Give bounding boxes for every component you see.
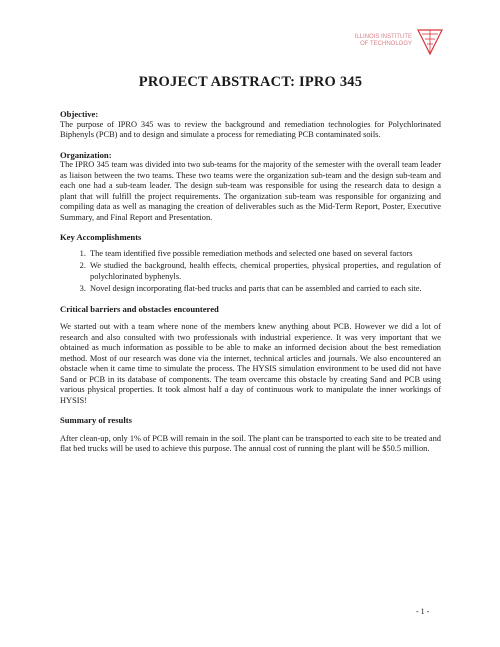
document-title: PROJECT ABSTRACT: IPRO 345 bbox=[138, 74, 363, 90]
accomplishments-list bbox=[60, 249, 441, 295]
logo-line-1: ILLINOIS INSTITUTE bbox=[354, 34, 412, 40]
list-item: 1. The team identified five possible remediation methods and selected one based on several factors bbox=[88, 249, 441, 260]
barriers-text: We started out with a team where none of the members knew anything about PCB. However we did a lot of research and also consulted with two professionals with industrial experience. It was very important that we obtained as much information as possible to be able to make an informed decision about the best remediation method. Most of our research was done via the internet, technical articles and journals. We also encountered an obstacle when it came time to simulate the process. The HYSIS simulation environment to be used did not have Sand or PCB in its database of components. The team overcame this obstacle by creating Sand and PCB using various physical properties. It took almost half a day of continuous work to manipulate the inner workings of HYSIS! bbox=[60, 322, 441, 405]
logo-mark-icon bbox=[416, 28, 444, 56]
results-heading: Summary of results bbox=[60, 415, 132, 425]
organization-section bbox=[60, 150, 441, 224]
barriers-section bbox=[60, 304, 441, 407]
results-text: After clean-up, only 1% of PCB will remain in the soil. The plant can be transported to each site to be treated and flat bed trucks will be used to achieve this purpose. The annual cost of running the plant will be $50.5 million. bbox=[60, 433, 441, 453]
objective-section bbox=[60, 109, 441, 141]
organization-text: The IPRO 345 team was divided into two sub-teams for the majority of the semester with the overall team leader as liaison between the two teams. These two teams were the organization sub-team and the design sub-team and each one had a sub-team leader. The design sub-team was responsible for using the research data to design a plant that will fulfill the project requirements. The organization sub-team was responsible for organizing and compiling data as well as managing the creation of deliverables such as the Mid-Term Report, Poster, Executive Summary, and Final Report and Presentation. bbox=[60, 160, 441, 222]
page-number: - 1 - bbox=[416, 607, 430, 616]
logo-line-2: OF TECHNOLOGY bbox=[360, 41, 412, 47]
objective-text: The purpose of IPRO 345 was to review the background and remediation technologies for Polychlorinated Biphenyls (PCB) and to design and simulate a process for remediating PCB contaminated soils. bbox=[60, 119, 441, 139]
list-item: 2. We studied the background, health effects, chemical properties, physical properties, and regulation of polychlorinated byphenyls. bbox=[88, 261, 441, 282]
list-item: 3. Novel design incorporating flat-bed trucks and parts that can be assembled and carried to each site. bbox=[88, 284, 441, 295]
results-section bbox=[60, 415, 441, 455]
accomplishments-section bbox=[60, 232, 441, 295]
barriers-heading: Critical barriers and obstacles encountered bbox=[60, 303, 219, 314]
objective-heading: Objective: bbox=[60, 109, 99, 119]
document-page bbox=[60, 74, 441, 464]
accomplishments-heading: Key Accomplishments bbox=[60, 232, 142, 242]
institution-logo bbox=[352, 28, 444, 58]
organization-heading: Organization: bbox=[60, 149, 112, 160]
